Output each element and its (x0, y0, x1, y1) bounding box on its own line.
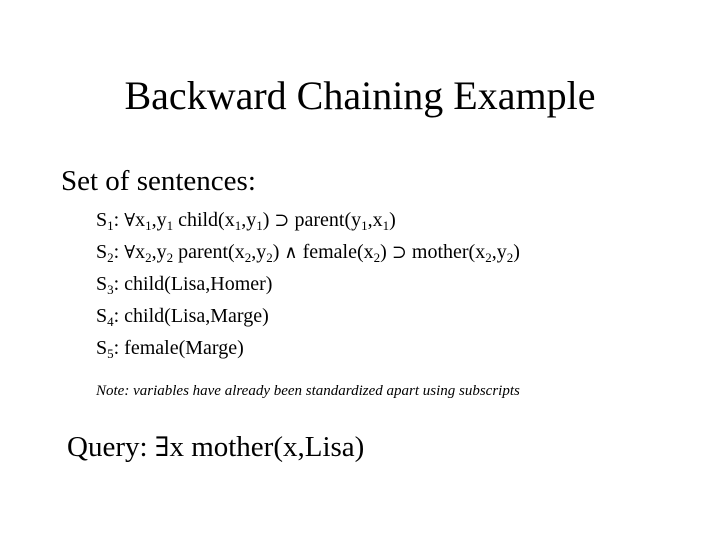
subscript: 1 (361, 218, 368, 233)
sentence-s4 (96, 300, 520, 332)
forall-symbol: ∀ (124, 210, 136, 231)
term: ,y (151, 209, 167, 231)
term: mother(x (406, 241, 486, 263)
subscript: 2 (485, 250, 492, 265)
sentence-label: S (96, 337, 108, 359)
term: ,y (251, 241, 267, 263)
term: ,y (151, 241, 167, 263)
sentence-label-subscript: 4 (107, 314, 114, 329)
sentence-list (96, 204, 520, 364)
sentence-label: S (96, 209, 108, 231)
and-symbol: ∧ (284, 242, 298, 263)
colon: : (113, 241, 125, 263)
term: ) (513, 241, 520, 263)
subscript: 1 (256, 218, 263, 233)
colon: : (113, 209, 125, 231)
term: ,y (241, 209, 257, 231)
slide-title: Backward Chaining Example (124, 73, 596, 118)
sentence-label-subscript: 2 (107, 250, 114, 265)
term: child(x (173, 209, 235, 231)
term: ) (262, 209, 275, 231)
subscript: 1 (234, 218, 242, 233)
subscript: 2 (373, 250, 381, 265)
subscript: 2 (145, 250, 152, 265)
term: x (135, 209, 146, 231)
subscript: 1 (166, 218, 174, 233)
sentence-label: S (96, 241, 108, 263)
note-text: Note: variables have already been standardized apart using subscripts (96, 383, 520, 399)
sentence-text: : child(Lisa,Homer) (113, 273, 273, 295)
term: ,x (367, 209, 383, 231)
sentence-s5 (96, 332, 520, 364)
subscript: 2 (266, 250, 273, 265)
query-body: x mother(x,Lisa) (169, 431, 365, 463)
query-prefix: Query: (67, 431, 155, 463)
subscript: 1 (382, 218, 390, 233)
sentence-label-subscript: 5 (107, 346, 114, 361)
term: ,y (491, 241, 507, 263)
sentence-text: : female(Marge) (113, 337, 244, 359)
subscript: 1 (145, 218, 152, 233)
sentence-s1 (96, 204, 520, 236)
sentence-label-subscript: 3 (107, 282, 114, 297)
term: ) (272, 241, 285, 263)
sentence-s3 (96, 268, 520, 300)
exists-symbol: ∃ (154, 432, 170, 463)
subscript: 2 (244, 250, 252, 265)
term: parent(x (173, 241, 245, 263)
implies-symbol: ⊃ (274, 210, 290, 231)
sentence-label: S (96, 305, 108, 327)
term: parent(y (289, 209, 362, 231)
forall-symbol: ∀ (124, 242, 136, 263)
term: female(x (297, 241, 374, 263)
subscript: 2 (506, 250, 514, 265)
sentence-label-subscript: 1 (107, 218, 114, 233)
query-line (67, 428, 364, 467)
sentence-text: : child(Lisa,Marge) (113, 305, 269, 327)
term: ) (380, 241, 392, 263)
implies-symbol: ⊃ (391, 242, 407, 263)
sentences-heading: Set of sentences: (61, 165, 256, 197)
sentence-s2 (96, 236, 520, 268)
term: x (135, 241, 146, 263)
subscript: 2 (166, 250, 174, 265)
sentence-label: S (96, 273, 108, 295)
term: ) (389, 209, 396, 231)
